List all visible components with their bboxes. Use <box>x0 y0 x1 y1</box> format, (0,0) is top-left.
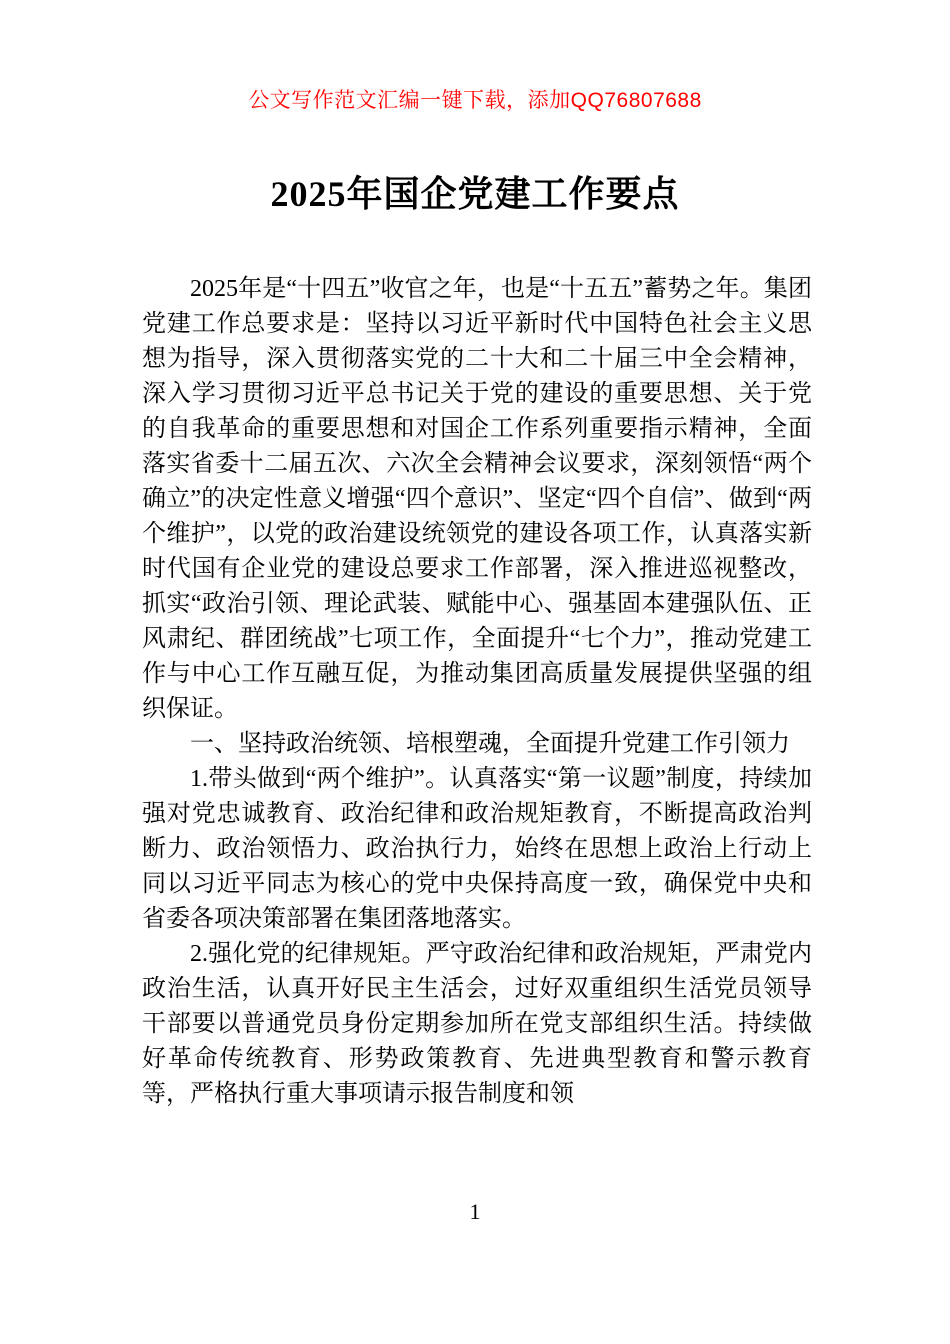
paragraph-intro: 2025年是“十四五”收官之年，也是“十五五”蓄势之年。集团党建工作总要求是：坚持以习近平新时代中国特色社会主义思想为指导，深入贯彻落实党的二十大和二十届三中全会精神，深入学习贯彻习近平总书记关于党的建设的重要思想、关于党的自我革命的重要思想和对国企工作系列重要指示精神，全面落实省委十二届五次、六次全会精神会议要求，深刻领悟“两个确立”的决定性意义增强“四个意识”、坚定“四个自信”、做到“两个维护”，以党的政治建设统领党的建设各项工作，认真落实新时代国有企业党的建设总要求工作部署，深入推进巡视整改，抓实“政治引领、理论武装、赋能中心、强基固本建强队伍、正风肃纪、群团统战”七项工作，全面提升“七个力”，推动党建工作与中心工作互融互促，为推动集团高质量发展提供坚强的组织保证。 <box>142 276 812 722</box>
section-heading: 一、坚持政治统领、培根塑魂，全面提升党建工作引领力 <box>190 731 790 757</box>
page-number: 1 <box>469 1199 481 1224</box>
header-notice: 公文写作范文汇编一键下载，添加QQ76807688 <box>248 89 702 112</box>
paragraph-item-2: 2.强化党的纪律规矩。严守政治纪律和政治规矩，严肃党内政治生活，认真开好民主生活会，过好双重组织生活党员领导干部要以普通党员身份定期参加所在党支部组织生活。持续做好革命传统教育、形势政策教育、先进典型教育和警示教育等，严格执行重大事项请示报告制度和领 <box>142 941 812 1107</box>
document-body <box>142 272 812 1112</box>
paragraph-item-1: 1.带头做到“两个维护”。认真落实“第一议题”制度，持续加强对党忠诚教育、政治纪律和政治规矩教育，不断提高政治判断力、政治领悟力、政治执行力，始终在思想上政治上行动上同以习近平同志为核心的党中央保持高度一致，确保党中央和省委各项决策部署在集团落地落实。 <box>142 766 812 932</box>
page-title: 2025年国企党建工作要点 <box>270 174 680 214</box>
